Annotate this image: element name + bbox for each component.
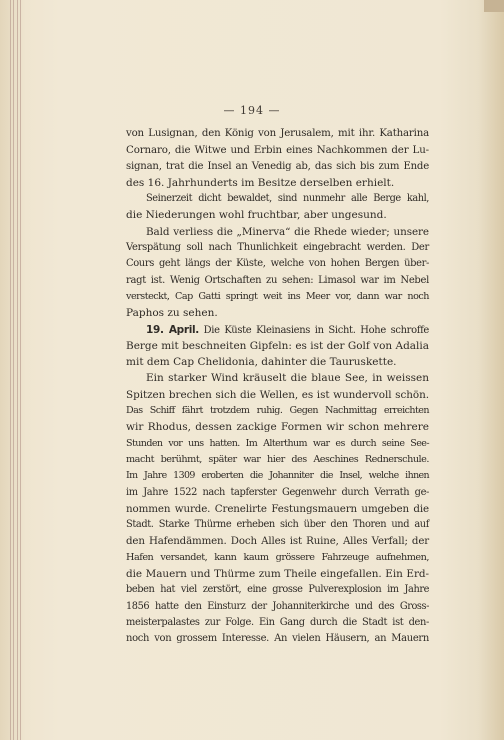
text-line: Stadt. Starke Thürme erheben sich über den Thoren und auf [126, 519, 429, 531]
text-line: signan, trat die Insel an Venedig ab, das sich bis zum Ende [126, 160, 429, 172]
text-line: von Lusignan, den König von Jerusalem, mit ihr. Katharina [126, 128, 429, 139]
text-line: 1856 hatte den Einsturz der Johanniterkirche und des Gross- [126, 600, 429, 612]
text-line: meisterpalastes zur Folge. Ein Gang durch die Stadt ist den- [126, 616, 429, 628]
text-line: noch von grossem Interesse. An vielen Häusern, an Mauern [126, 633, 429, 645]
text-line: Hafen versandet, kann kaum grössere Fahrzeuge aufnehmen, [126, 551, 429, 563]
text-line: Paphos zu sehen. [126, 307, 218, 320]
text-line: ragt ist. Wenig Ortschaften zu sehen: Limasol war im Nebel [126, 274, 429, 286]
page-number: — 194 — [223, 104, 281, 117]
text-line: den Hafendämmen. Doch Alles ist Ruine, Alles Verfall; der [126, 535, 429, 548]
text-line: Im Jahre 1309 eroberten die Johanniter die Insel, welche ihnen [126, 470, 429, 482]
text-line-content: Die Küste Kleinasiens in Sicht. Hohe schroffe [198, 324, 429, 336]
text-line: Bald verliess die „Minerva“ die Rhede wieder; unsere [146, 225, 429, 238]
text-line: die Niederungen wohl fruchtbar, aber ungesund. [126, 209, 387, 222]
text-line: Seinerzeit dicht bewaldet, sind nunmehr alle Berge kahl, [146, 193, 429, 205]
text-line: wir Rhodus, dessen zackige Formen wir schon mehrere [126, 421, 429, 434]
text-line: Ein starker Wind kräuselt die blaue See, in weissen [146, 372, 429, 385]
page-corner [484, 0, 504, 12]
text-line: Cours geht längs der Küste, welche von hohen Bergen über- [126, 258, 429, 270]
text-line: nommen wurde. Crenelirte Festungsmauern umgeben die [126, 502, 429, 515]
text-line: Berge mit beschneiten Gipfeln: es ist der Golf von Adalia [126, 339, 429, 352]
text-line: Stunden vor uns hatten. Im Alterthum war es durch seine See- [126, 437, 429, 449]
text-line: des 16. Jahrhunderts im Besitze derselben erhielt. [126, 176, 395, 189]
body-text [126, 126, 429, 648]
text-line: versteckt, Cap Gatti springt weit ins Meer vor, dann war noch [126, 290, 429, 302]
text-line: die Mauern und Thürme zum Theile eingefallen. Ein Erd- [126, 568, 429, 581]
text-line: macht berühmt, später war hier des Aeschines Rednerschule. [126, 453, 429, 465]
text-line: beben hat viel zerstört, eine grosse Pulverexplosion im Jahre [126, 584, 429, 596]
text-line [126, 322, 429, 338]
text-line: mit dem Cap Chelidonia, dahinter die Tauruskette. [126, 356, 397, 369]
date-heading: 19. April. [146, 323, 199, 336]
text-line: Cornaro, die Witwe und Erbin eines Nachkommen der Lu- [126, 144, 429, 157]
text-line: Verspätung soll nach Thunlichkeit eingebracht werden. Der [126, 242, 429, 254]
text-line: im Jahre 1522 nach tapferster Gegenwehr durch Verrath ge- [126, 486, 429, 498]
text-line: Das Schiff fährt trotzdem ruhig. Gegen Nachmittag erreichten [126, 405, 429, 417]
text-line: Spitzen brechen sich die Wellen, es ist wundervoll schön. [126, 388, 429, 401]
